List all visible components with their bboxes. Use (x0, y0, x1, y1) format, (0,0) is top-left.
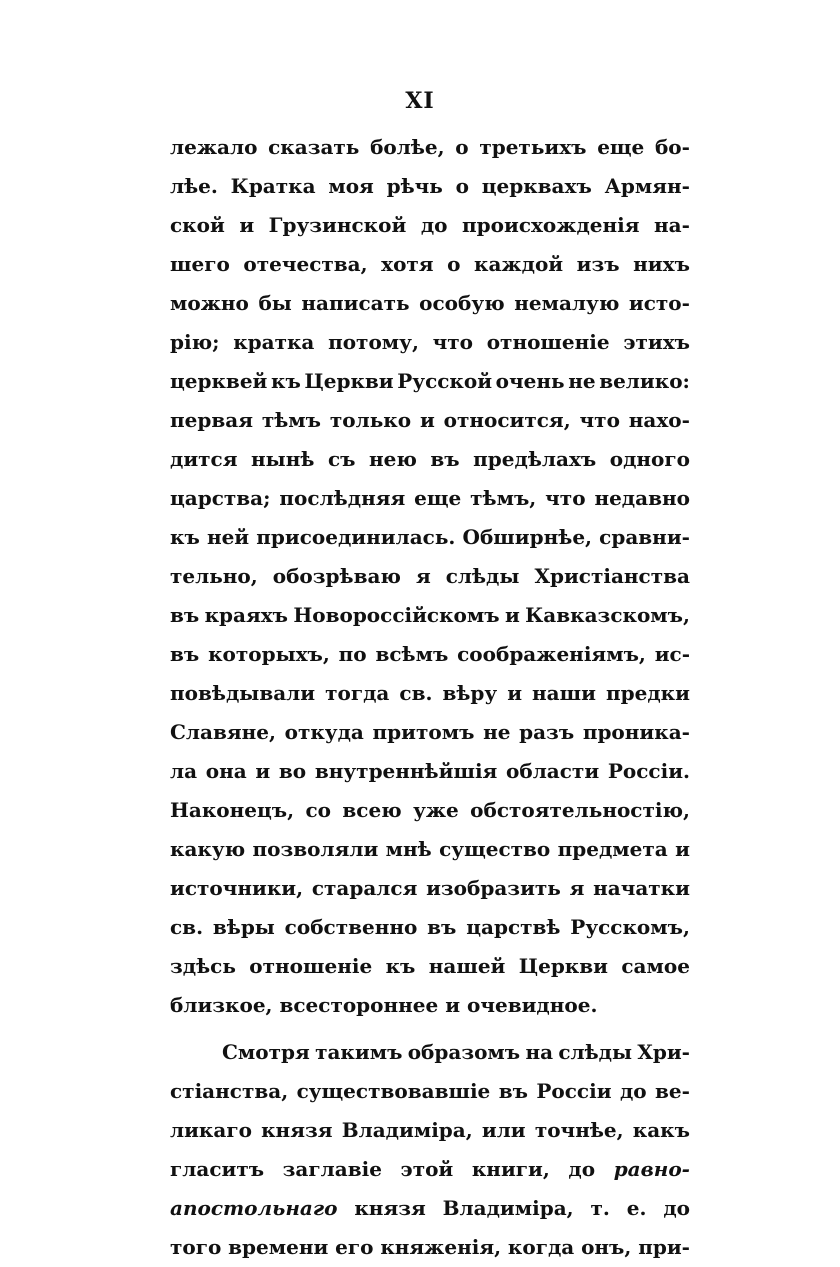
text-line (170, 284, 690, 323)
text-line (170, 323, 690, 362)
word: бо- (654, 135, 690, 159)
word: позволяли (252, 837, 379, 861)
word: источники, (170, 876, 304, 900)
word: старался (311, 876, 418, 900)
word: особую (419, 291, 505, 315)
word: самое (621, 954, 690, 978)
word: внутреннѣйшія (314, 759, 498, 783)
word: книги, (471, 1157, 550, 1181)
word: каждой (474, 252, 564, 276)
word: этой (400, 1157, 454, 1181)
word: т. (590, 1196, 610, 1220)
word: его (335, 1235, 374, 1259)
word: не (568, 369, 596, 393)
word: въ (498, 1079, 528, 1103)
word: когда (507, 1235, 575, 1259)
text-line (170, 557, 690, 596)
word: шего (170, 252, 230, 276)
text-line (170, 362, 690, 401)
text-line (170, 401, 690, 440)
word: гласитъ (170, 1157, 265, 1181)
word: можно (170, 291, 249, 315)
word: Армян- (604, 174, 690, 198)
word: съ (327, 447, 356, 471)
word: откуда (284, 720, 364, 744)
word: соображеніямъ, (457, 642, 646, 666)
word: притомъ (372, 720, 475, 744)
word: со (305, 798, 331, 822)
word: ла (170, 759, 198, 783)
word: присоединилась. (256, 525, 456, 549)
text-line (170, 1150, 690, 1189)
word: Смотря (222, 1040, 310, 1064)
word: Славяне, (170, 720, 276, 744)
word: вѣры (212, 915, 275, 939)
word: Русскомъ, (570, 915, 690, 939)
word: предѣлахъ (473, 447, 597, 471)
text-line (170, 596, 690, 635)
word: и (504, 603, 520, 627)
word: е. (626, 1196, 647, 1220)
word: разъ (519, 720, 575, 744)
word: на- (654, 213, 690, 237)
word: начатки (593, 876, 690, 900)
word: существо (439, 837, 551, 861)
text-line (170, 1033, 690, 1072)
word: Россіи (536, 1079, 612, 1103)
word: слѣды (558, 1040, 633, 1064)
word: церквахъ (481, 174, 592, 198)
word: я (415, 564, 431, 588)
word: Россіи. (607, 759, 690, 783)
word: здѣсь (170, 954, 236, 978)
text-line (170, 635, 690, 674)
word: наши (532, 681, 596, 705)
word: ней (206, 525, 250, 549)
word: исто- (628, 291, 690, 315)
word: потому, (328, 330, 419, 354)
word: точнѣе, (534, 1118, 624, 1142)
text-line (170, 1189, 690, 1228)
word: стіанства, (170, 1079, 289, 1103)
word: что (579, 408, 620, 432)
word: до (568, 1157, 596, 1181)
word: и (239, 213, 255, 237)
word: церквей (170, 369, 268, 393)
word: въ (170, 642, 200, 666)
word: къ (385, 954, 416, 978)
body-text (170, 128, 690, 1267)
word: одного (609, 447, 690, 471)
paragraph-gap (170, 1025, 690, 1033)
word: лежало (170, 135, 258, 159)
word: Русской (397, 369, 493, 393)
word: къ (271, 369, 301, 393)
word: отечества, (243, 252, 368, 276)
word: до (619, 1079, 647, 1103)
word: Грузинской (268, 213, 407, 237)
text-line (170, 1072, 690, 1111)
word: Кавказскомъ, (525, 603, 690, 627)
word: при- (638, 1235, 690, 1259)
text-line (170, 1228, 690, 1267)
word: отношеніе (486, 330, 610, 354)
text-line (170, 869, 690, 908)
word: въ (430, 447, 460, 471)
word: дится (170, 447, 238, 471)
word: Церкви (518, 954, 608, 978)
word: времени (228, 1235, 329, 1259)
text-line (170, 908, 690, 947)
word: о (455, 135, 469, 159)
word: ской (170, 213, 225, 237)
word: Кратка (230, 174, 316, 198)
word: области (506, 759, 600, 783)
word: не (483, 720, 511, 744)
text-line (170, 1111, 690, 1150)
word: и (255, 759, 271, 783)
text-line (170, 128, 690, 167)
word: Наконецъ, (170, 798, 295, 822)
word: предки (605, 681, 690, 705)
text-line (170, 440, 690, 479)
word: изъ (576, 252, 620, 276)
word: рію; (170, 330, 220, 354)
word: всею (342, 798, 402, 822)
word: только (329, 408, 412, 432)
text-line (170, 518, 690, 557)
word: Христіанства (534, 564, 690, 588)
word: тѣмъ, (470, 486, 537, 510)
word: что (545, 486, 586, 510)
word: св. (170, 915, 204, 939)
word: такимъ (315, 1040, 403, 1064)
word: тогда (325, 681, 390, 705)
word: тѣмъ (261, 408, 322, 432)
word: вѣру (442, 681, 498, 705)
word: первая (170, 408, 253, 432)
word: или (481, 1118, 526, 1142)
word: моя (328, 174, 374, 198)
word: св. (399, 681, 433, 705)
word: къ (170, 525, 200, 549)
word: относится, (443, 408, 571, 432)
word: Новороссійскомъ (293, 603, 500, 627)
word: она (205, 759, 247, 783)
word: собственно (284, 915, 418, 939)
word: того (170, 1235, 222, 1259)
page-number: XI (405, 88, 435, 114)
word: написать (301, 291, 410, 315)
word: обозрѣваю (272, 564, 401, 588)
word: въ (170, 603, 200, 627)
word: сказать (268, 135, 360, 159)
word: царствѣ (466, 915, 561, 939)
word: велико: (599, 369, 690, 393)
word: мнѣ (385, 837, 432, 861)
word: о (455, 174, 469, 198)
word: бы (258, 291, 292, 315)
word: что (432, 330, 474, 354)
text-line (170, 206, 690, 245)
word: князя (261, 1118, 333, 1142)
word: ис- (654, 642, 690, 666)
word: предмета (557, 837, 668, 861)
text-line (170, 674, 690, 713)
word: краяхъ (204, 603, 289, 627)
word: нынѣ (251, 447, 315, 471)
word: Владиміра, (442, 1196, 574, 1220)
word: нихъ (633, 252, 690, 276)
word: кратка (233, 330, 315, 354)
word: ве- (655, 1079, 690, 1103)
word: лѣе. (170, 174, 218, 198)
text-line (170, 167, 690, 206)
text-line (170, 479, 690, 518)
word: тельно, (170, 564, 258, 588)
word: и (675, 837, 690, 861)
word: всѣмъ (375, 642, 449, 666)
text-line (170, 830, 690, 869)
word: третьихъ (479, 135, 587, 159)
word: Церкви (304, 369, 394, 393)
word: повѣдывали (170, 681, 316, 705)
word: этихъ (623, 330, 690, 354)
text-line (170, 791, 690, 830)
word: хотя (381, 252, 434, 276)
word: Обширнѣе, (462, 525, 593, 549)
word: существовавшіе (296, 1079, 491, 1103)
word: до (663, 1196, 690, 1220)
word: очень (495, 369, 565, 393)
word: послѣдняя (279, 486, 406, 510)
word: до (420, 213, 448, 237)
word: рѣчь (386, 174, 443, 198)
word: изобразить (426, 876, 561, 900)
word: нахо- (628, 408, 690, 432)
word: княженія, (380, 1235, 502, 1259)
word: еще (597, 135, 645, 159)
word: ликаго (170, 1118, 252, 1142)
word: нею (368, 447, 417, 471)
word: образомъ (407, 1040, 521, 1064)
word: отношеніе (249, 954, 373, 978)
word: Хри- (637, 1040, 690, 1064)
word: сравни- (599, 525, 690, 549)
word: какую (170, 837, 246, 861)
word: о (447, 252, 461, 276)
word: проника- (582, 720, 690, 744)
word: уже (413, 798, 459, 822)
text-line (170, 245, 690, 284)
text-line (170, 752, 690, 791)
word: князя (354, 1196, 426, 1220)
word: какъ (632, 1118, 690, 1142)
word: болѣе, (370, 135, 445, 159)
word: я (569, 876, 585, 900)
word: онъ, (581, 1235, 632, 1259)
word: происхожденія (462, 213, 640, 237)
word: обстоятельностію, (470, 798, 690, 822)
text-line (170, 713, 690, 752)
word: равно- (613, 1157, 690, 1181)
word: во (278, 759, 307, 783)
word: еще (414, 486, 462, 510)
word: которыхъ, (208, 642, 330, 666)
word: немалую (514, 291, 620, 315)
word: и (419, 408, 435, 432)
word: Владиміра, (341, 1118, 473, 1142)
word: слѣды (445, 564, 520, 588)
word: апостольнаго (170, 1196, 338, 1220)
text-line: близкое, всестороннее и очевидное. (170, 993, 598, 1017)
word: недавно (594, 486, 690, 510)
word: заглавіе (282, 1157, 382, 1181)
text-line (170, 947, 690, 986)
word: на (525, 1040, 554, 1064)
word: царства; (170, 486, 271, 510)
word: и (507, 681, 523, 705)
word: въ (427, 915, 457, 939)
word: нашей (428, 954, 506, 978)
word: по (338, 642, 367, 666)
